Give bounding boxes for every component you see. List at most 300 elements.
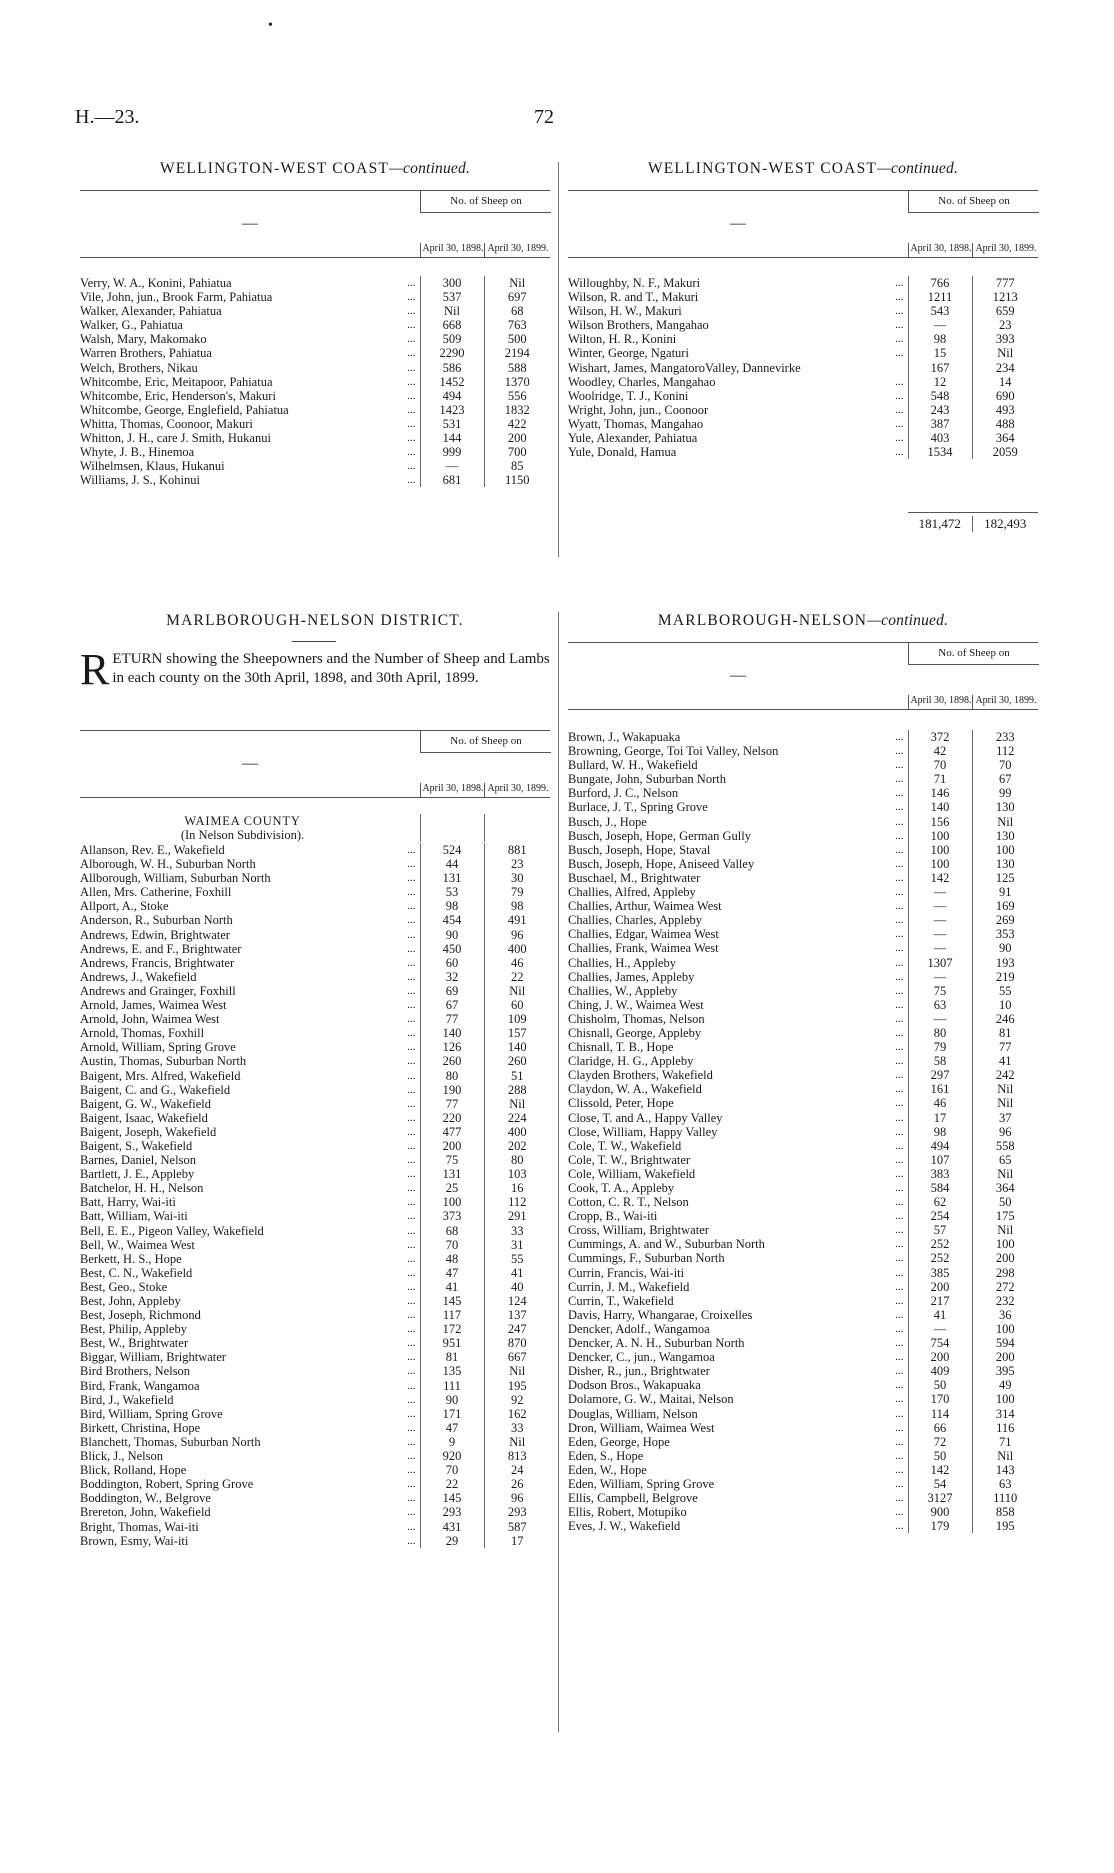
owner-name: Cross, William, Brightwater bbox=[568, 1223, 709, 1238]
wwc-totals bbox=[908, 516, 1038, 532]
owner-name: Wyatt, Thomas, Mangahao bbox=[568, 416, 704, 431]
sheep-1899: 23 bbox=[484, 857, 550, 871]
table-row bbox=[80, 913, 550, 927]
sheep-1899: 16 bbox=[484, 1181, 550, 1195]
sheep-1899: Nil bbox=[972, 1167, 1038, 1181]
sheep-1898: 999 bbox=[420, 445, 484, 459]
sheep-1899: 2059 bbox=[972, 445, 1038, 459]
owner-name: Close, William, Happy Valley bbox=[568, 1124, 718, 1139]
mn-left-header bbox=[80, 730, 550, 798]
sheep-1899: 36 bbox=[972, 1308, 1038, 1322]
leader-dots: ... bbox=[407, 1196, 416, 1209]
leader-dots: ... bbox=[895, 319, 904, 332]
sheep-1898: 531 bbox=[420, 417, 484, 431]
table-row bbox=[568, 927, 1038, 941]
owner-name: Bird Brothers, Nelson bbox=[80, 1364, 191, 1379]
owner-name: Eden, S., Hope bbox=[568, 1448, 644, 1463]
sheep-1899: 588 bbox=[484, 361, 550, 375]
owner-name: Walker, Alexander, Pahiatua bbox=[80, 304, 222, 319]
sheep-1898: 15 bbox=[908, 346, 972, 360]
sheep-1898: 217 bbox=[908, 1294, 972, 1308]
owner-name: Chisnall, George, Appleby bbox=[568, 1025, 702, 1040]
header-col-1898: April 30, 1898. bbox=[420, 783, 485, 797]
sheep-1899: 556 bbox=[484, 389, 550, 403]
sheep-1898: 50 bbox=[908, 1449, 972, 1463]
sheep-1899: 288 bbox=[484, 1083, 550, 1097]
leader-dots: ... bbox=[407, 1393, 416, 1406]
sheep-1898: — bbox=[908, 318, 972, 332]
sheep-1898: 1452 bbox=[420, 375, 484, 389]
leader-dots: ... bbox=[895, 801, 904, 814]
leader-dots: ... bbox=[895, 1125, 904, 1138]
leader-dots: ... bbox=[895, 1449, 904, 1462]
table-row bbox=[568, 346, 1038, 360]
sheep-1898: 900 bbox=[908, 1505, 972, 1519]
sheep-1898: 41 bbox=[908, 1308, 972, 1322]
owner-name: Eves, J. W., Wakefield bbox=[568, 1519, 681, 1534]
table-row bbox=[568, 403, 1038, 417]
sheep-1898: 140 bbox=[908, 800, 972, 814]
sheep-1899: 558 bbox=[972, 1139, 1038, 1153]
sheep-1898: 80 bbox=[908, 1026, 972, 1040]
table-row bbox=[80, 318, 550, 332]
sheep-1899: 162 bbox=[484, 1407, 550, 1421]
leader-dots: ... bbox=[895, 347, 904, 360]
table-row bbox=[568, 1407, 1038, 1421]
table-row bbox=[568, 276, 1038, 290]
table-row bbox=[80, 1238, 550, 1252]
table-row bbox=[568, 1392, 1038, 1406]
table-row bbox=[80, 1040, 550, 1054]
sheep-1898: 9 bbox=[420, 1435, 484, 1449]
owner-name: Whyte, J. B., Hinemoa bbox=[80, 445, 195, 460]
sheep-1898: 75 bbox=[420, 1153, 484, 1167]
table-row bbox=[80, 1097, 550, 1111]
sheep-1899: 124 bbox=[484, 1294, 550, 1308]
leader-dots: ... bbox=[895, 1055, 904, 1068]
sheep-1898: 77 bbox=[420, 1012, 484, 1026]
table-row bbox=[568, 1280, 1038, 1294]
owner-name: Busch, J., Hope bbox=[568, 814, 647, 829]
sheep-1899: 40 bbox=[484, 1280, 550, 1294]
page-id: H.—23. bbox=[75, 106, 140, 128]
sheep-1898: 156 bbox=[908, 815, 972, 829]
sheep-1898: 146 bbox=[908, 786, 972, 800]
leader-dots: ... bbox=[407, 1492, 416, 1505]
header-col-1899: April 30, 1899. bbox=[972, 243, 1039, 257]
owner-name: Allport, A., Stoke bbox=[80, 899, 169, 914]
leader-dots: ... bbox=[407, 1421, 416, 1434]
owner-name: Brown, J., Wakapuaka bbox=[568, 730, 681, 744]
leader-dots: ... bbox=[407, 1027, 416, 1040]
table-row bbox=[568, 730, 1038, 744]
sheep-1899: 293 bbox=[484, 1505, 550, 1519]
sheep-1898: 50 bbox=[908, 1378, 972, 1392]
owner-name: Currin, Francis, Wai-iti bbox=[568, 1265, 685, 1280]
owner-name: Woolridge, T. J., Konini bbox=[568, 388, 689, 403]
sheep-1898: 69 bbox=[420, 984, 484, 998]
leader-dots: ... bbox=[407, 1182, 416, 1195]
sheep-1898: 293 bbox=[420, 1505, 484, 1519]
leader-dots: ... bbox=[407, 914, 416, 927]
county-subdivision: (In Nelson Subdivision). bbox=[180, 828, 305, 843]
leader-dots: ... bbox=[407, 417, 416, 430]
sheep-1898: 403 bbox=[908, 431, 972, 445]
sheep-1898: 66 bbox=[908, 1421, 972, 1435]
sheep-1898: 509 bbox=[420, 332, 484, 346]
sheep-1898: 254 bbox=[908, 1209, 972, 1223]
sheep-1898: 63 bbox=[908, 998, 972, 1012]
table-row bbox=[80, 1491, 550, 1505]
owner-name: Eden, George, Hope bbox=[568, 1434, 670, 1449]
leader-dots: ... bbox=[407, 956, 416, 969]
sheep-1898: 22 bbox=[420, 1477, 484, 1491]
sheep-1899: Nil bbox=[972, 346, 1038, 360]
sheep-1899: 1110 bbox=[972, 1491, 1038, 1505]
owner-name: Challies, Alfred, Appleby bbox=[568, 885, 696, 900]
owner-name: Eden, William, Spring Grove bbox=[568, 1476, 715, 1491]
leader-dots: ... bbox=[407, 333, 416, 346]
table-row bbox=[80, 1336, 550, 1350]
leader-dots: ... bbox=[895, 1520, 904, 1533]
leader-dots: ... bbox=[895, 829, 904, 842]
leader-dots: ... bbox=[895, 1210, 904, 1223]
owner-name: Arnold, John, Waimea West bbox=[80, 1012, 220, 1027]
leader-dots: ... bbox=[407, 999, 416, 1012]
sheep-1899: 763 bbox=[484, 318, 550, 332]
table-row bbox=[80, 857, 550, 871]
sheep-1898: 754 bbox=[908, 1336, 972, 1350]
owner-name: Baigent, Joseph, Wakefield bbox=[80, 1124, 217, 1139]
sheep-1899: 46 bbox=[484, 956, 550, 970]
owner-name: Chisholm, Thomas, Nelson bbox=[568, 1011, 705, 1026]
owner-name: Dolamore, G. W., Maitai, Nelson bbox=[568, 1392, 734, 1407]
header-no-of-sheep: No. of Sheep on bbox=[908, 191, 1039, 213]
table-row bbox=[568, 1421, 1038, 1435]
owner-name: Bird, William, Spring Grove bbox=[80, 1406, 223, 1421]
owner-name: Bungate, John, Suburban North bbox=[568, 772, 726, 787]
sheep-1898: 477 bbox=[420, 1125, 484, 1139]
table-row bbox=[568, 1308, 1038, 1322]
leader-dots: ... bbox=[895, 1463, 904, 1476]
sheep-1899: 100 bbox=[972, 843, 1038, 857]
leader-dots: ... bbox=[407, 1238, 416, 1251]
sheep-1898: 90 bbox=[420, 928, 484, 942]
sheep-1898: 297 bbox=[908, 1068, 972, 1082]
sheep-1898: 243 bbox=[908, 403, 972, 417]
column-divider-bottom bbox=[558, 612, 559, 1732]
table-row bbox=[568, 417, 1038, 431]
sheep-1898: — bbox=[908, 913, 972, 927]
owner-name: Cropp, B., Wai-iti bbox=[568, 1209, 658, 1224]
owner-name: Andrews, E. and F., Brightwater bbox=[80, 941, 242, 956]
sheep-1899: 103 bbox=[484, 1167, 550, 1181]
leader-dots: ... bbox=[407, 1168, 416, 1181]
sheep-1898: 100 bbox=[908, 843, 972, 857]
wwc-total-1898: 181,472 bbox=[918, 516, 961, 531]
leader-dots: ... bbox=[895, 417, 904, 430]
leader-dots: ... bbox=[895, 1294, 904, 1307]
table-row bbox=[568, 290, 1038, 304]
sheep-1899: 393 bbox=[972, 332, 1038, 346]
sheep-1899: 247 bbox=[484, 1322, 550, 1336]
table-row bbox=[80, 1139, 550, 1153]
leader-dots: ... bbox=[895, 375, 904, 388]
table-row bbox=[568, 318, 1038, 332]
owner-name: Arnold, James, Waimea West bbox=[80, 998, 227, 1013]
owner-name: Clayden Brothers, Wakefield bbox=[568, 1068, 713, 1083]
table-row bbox=[80, 346, 550, 360]
owner-name: Boddington, W., Belgrove bbox=[80, 1491, 211, 1506]
sheep-1898: Nil bbox=[420, 304, 484, 318]
table-row bbox=[80, 1421, 550, 1435]
leader-dots: ... bbox=[895, 1026, 904, 1039]
table-row bbox=[568, 1125, 1038, 1139]
sheep-1898: 25 bbox=[420, 1181, 484, 1195]
table-row bbox=[568, 941, 1038, 955]
sheep-1898: 372 bbox=[908, 730, 972, 744]
sheep-1899: 193 bbox=[972, 956, 1038, 970]
leader-dots: ... bbox=[407, 1069, 416, 1082]
sheep-1899: 23 bbox=[972, 318, 1038, 332]
table-row bbox=[80, 1308, 550, 1322]
sheep-1899: 116 bbox=[972, 1421, 1038, 1435]
table-row bbox=[568, 800, 1038, 814]
sheep-1899: 100 bbox=[972, 1392, 1038, 1406]
return-paragraph bbox=[80, 645, 550, 694]
sheep-1898: 48 bbox=[420, 1252, 484, 1266]
table-row bbox=[80, 1322, 550, 1336]
owner-name: Wilhelmsen, Klaus, Hukanui bbox=[80, 459, 225, 474]
sheep-1898: 90 bbox=[420, 1393, 484, 1407]
sheep-1898: 140 bbox=[420, 1026, 484, 1040]
owner-name: Close, T. and A., Happy Valley bbox=[568, 1110, 723, 1125]
table-row bbox=[568, 899, 1038, 913]
owner-name: Walker, G., Pahiatua bbox=[80, 318, 183, 333]
leader-dots: ... bbox=[895, 1351, 904, 1364]
sheep-1899: 63 bbox=[972, 1477, 1038, 1491]
sheep-1899: 587 bbox=[484, 1520, 550, 1534]
leader-dots: ... bbox=[895, 998, 904, 1011]
leader-dots: ... bbox=[895, 759, 904, 772]
owner-name: Yule, Alexander, Pahiatua bbox=[568, 431, 698, 446]
leader-dots: ... bbox=[407, 1224, 416, 1237]
sheep-1899: 2194 bbox=[484, 346, 550, 360]
sheep-1898: — bbox=[908, 885, 972, 899]
mn-left-table bbox=[80, 843, 550, 1548]
sheep-1899: Nil bbox=[972, 815, 1038, 829]
leader-dots: ... bbox=[407, 928, 416, 941]
leader-dots: ... bbox=[895, 1097, 904, 1110]
sheep-1899: 96 bbox=[972, 1125, 1038, 1139]
leader-dots: ... bbox=[895, 815, 904, 828]
table-row bbox=[568, 1153, 1038, 1167]
leader-dots: ... bbox=[895, 291, 904, 304]
sheep-1898: 62 bbox=[908, 1195, 972, 1209]
table-row bbox=[568, 332, 1038, 346]
table-row bbox=[568, 786, 1038, 800]
sheep-1898: 29 bbox=[420, 1534, 484, 1548]
sheep-1898: 58 bbox=[908, 1054, 972, 1068]
table-row bbox=[568, 1181, 1038, 1195]
sheep-1898: — bbox=[908, 1012, 972, 1026]
sheep-1898: 47 bbox=[420, 1421, 484, 1435]
leader-dots: ... bbox=[895, 1393, 904, 1406]
sheep-1899: 17 bbox=[484, 1534, 550, 1548]
leader-dots: ... bbox=[895, 389, 904, 402]
leader-dots: ... bbox=[895, 731, 904, 743]
header-col-1898: April 30, 1898. bbox=[908, 243, 973, 257]
sheep-1899: 70 bbox=[972, 758, 1038, 772]
leader-dots: ... bbox=[407, 900, 416, 913]
table-row bbox=[568, 984, 1038, 998]
leader-dots: ... bbox=[407, 1351, 416, 1364]
wwc-right-header bbox=[568, 190, 1038, 258]
owner-name: Disher, R., jun., Brightwater bbox=[568, 1364, 710, 1379]
sheep-1899: 85 bbox=[484, 459, 550, 473]
table-row bbox=[568, 998, 1038, 1012]
sheep-1899: 493 bbox=[972, 403, 1038, 417]
owner-name: Austin, Thomas, Suburban North bbox=[80, 1054, 247, 1069]
header-col-1899: April 30, 1899. bbox=[972, 695, 1039, 709]
sheep-1898: 144 bbox=[420, 431, 484, 445]
table-row bbox=[568, 913, 1038, 927]
table-row bbox=[80, 1266, 550, 1280]
owner-name: Eden, W., Hope bbox=[568, 1462, 647, 1477]
table-row bbox=[568, 871, 1038, 885]
sheep-1898: 32 bbox=[420, 970, 484, 984]
leader-dots: ... bbox=[407, 1365, 416, 1378]
table-row bbox=[568, 1139, 1038, 1153]
owner-name: Baigent, Isaac, Wakefield bbox=[80, 1110, 208, 1125]
owner-name: Batt, William, Wai-iti bbox=[80, 1209, 188, 1224]
sheep-1899: 41 bbox=[484, 1266, 550, 1280]
table-row bbox=[568, 1378, 1038, 1392]
sheep-1899: 130 bbox=[972, 829, 1038, 843]
owner-name: Challies, Frank, Waimea West bbox=[568, 941, 719, 956]
leader-dots: ... bbox=[895, 1139, 904, 1152]
sheep-1899: 31 bbox=[484, 1238, 550, 1252]
sheep-1899: 233 bbox=[972, 730, 1038, 744]
sheep-1899: 777 bbox=[972, 276, 1038, 290]
leader-dots: ... bbox=[407, 474, 416, 487]
table-row bbox=[80, 942, 550, 956]
leader-dots: ... bbox=[895, 1506, 904, 1519]
owner-name: Best, Joseph, Richmond bbox=[80, 1308, 201, 1323]
owner-name: Birkett, Christina, Hope bbox=[80, 1420, 201, 1435]
owner-name: Currin, T., Wakefield bbox=[568, 1293, 674, 1308]
page-number: 72 bbox=[534, 106, 554, 128]
sheep-1899: 195 bbox=[972, 1519, 1038, 1533]
owner-name: Whitton, J. H., care J. Smith, Hukanui bbox=[80, 431, 271, 446]
sheep-1898: 1211 bbox=[908, 290, 972, 304]
owner-name: Burford, J. C., Nelson bbox=[568, 786, 679, 801]
table-row bbox=[80, 1195, 550, 1209]
sheep-1898: 494 bbox=[908, 1139, 972, 1153]
leader-dots: ... bbox=[407, 1055, 416, 1068]
leader-dots: ... bbox=[407, 1125, 416, 1138]
owner-name: Wright, John, jun., Coonoor bbox=[568, 402, 709, 417]
owner-name: Baigent, Mrs. Alfred, Wakefield bbox=[80, 1068, 241, 1083]
leader-dots: ... bbox=[895, 900, 904, 913]
sheep-1898: 60 bbox=[420, 956, 484, 970]
sheep-1898: 126 bbox=[420, 1040, 484, 1054]
sheep-1899: 690 bbox=[972, 389, 1038, 403]
leader-dots: ... bbox=[407, 1450, 416, 1463]
sheep-1899: 395 bbox=[972, 1364, 1038, 1378]
sheep-1899: 26 bbox=[484, 1477, 550, 1491]
sheep-1899: Nil bbox=[484, 1364, 550, 1378]
sheep-1899: 175 bbox=[972, 1209, 1038, 1223]
leader-dots: ... bbox=[407, 319, 416, 332]
owner-name: Cole, William, Wakefield bbox=[568, 1166, 696, 1181]
sheep-1898: 70 bbox=[908, 758, 972, 772]
sheep-1898: 951 bbox=[420, 1336, 484, 1350]
table-row bbox=[80, 956, 550, 970]
sheep-1898: 373 bbox=[420, 1209, 484, 1223]
owner-name: Blanchett, Thomas, Suburban North bbox=[80, 1434, 261, 1449]
sheep-1899: 291 bbox=[484, 1209, 550, 1223]
sheep-1899: 157 bbox=[484, 1026, 550, 1040]
sheep-1899: 234 bbox=[972, 361, 1038, 375]
title-rule bbox=[292, 641, 336, 642]
sheep-1898: 170 bbox=[908, 1392, 972, 1406]
sheep-1899: 858 bbox=[972, 1505, 1038, 1519]
owner-name: Claydon, W. A., Wakefield bbox=[568, 1082, 702, 1097]
table-row bbox=[80, 290, 550, 304]
leader-dots: ... bbox=[895, 333, 904, 346]
sheep-1898: 44 bbox=[420, 857, 484, 871]
sheep-1898: 98 bbox=[908, 1125, 972, 1139]
sheep-1899: 14 bbox=[972, 375, 1038, 389]
sheep-1898: 190 bbox=[420, 1083, 484, 1097]
sheep-1898: 79 bbox=[908, 1040, 972, 1054]
sheep-1898: 67 bbox=[420, 998, 484, 1012]
table-row bbox=[568, 1491, 1038, 1505]
sheep-1898: 75 bbox=[908, 984, 972, 998]
table-row bbox=[568, 1096, 1038, 1110]
leader-dots: ... bbox=[895, 1012, 904, 1025]
wwc-left-title: WELLINGTON-WEST COAST—continued. bbox=[159, 160, 471, 177]
sheep-1898: — bbox=[908, 941, 972, 955]
leader-dots bbox=[893, 361, 908, 375]
owner-name: Winter, George, Ngaturi bbox=[568, 346, 689, 361]
sheep-1899: 200 bbox=[972, 1251, 1038, 1265]
leader-dots: ... bbox=[895, 1407, 904, 1420]
table-row bbox=[568, 772, 1038, 786]
leader-dots: ... bbox=[407, 1252, 416, 1265]
leader-dots: ... bbox=[895, 773, 904, 786]
owner-name: Best, W., Brightwater bbox=[80, 1336, 188, 1351]
table-row bbox=[80, 1477, 550, 1491]
sheep-1898: — bbox=[908, 1322, 972, 1336]
sheep-1899: 68 bbox=[484, 304, 550, 318]
leader-dots: ... bbox=[407, 858, 416, 871]
leader-dots: ... bbox=[895, 956, 904, 969]
sheep-1898: 681 bbox=[420, 473, 484, 487]
sheep-1899: 137 bbox=[484, 1308, 550, 1322]
leader-dots: ... bbox=[895, 871, 904, 884]
mn-right-header bbox=[568, 642, 1038, 710]
sheep-1898: 70 bbox=[420, 1238, 484, 1252]
table-row bbox=[80, 473, 550, 487]
sheep-1898: 12 bbox=[908, 375, 972, 389]
table-row bbox=[568, 1449, 1038, 1463]
table-row bbox=[568, 1294, 1038, 1308]
table-row bbox=[80, 1125, 550, 1139]
owner-name: Andrews, Francis, Brightwater bbox=[80, 955, 235, 970]
table-row bbox=[80, 1111, 550, 1125]
